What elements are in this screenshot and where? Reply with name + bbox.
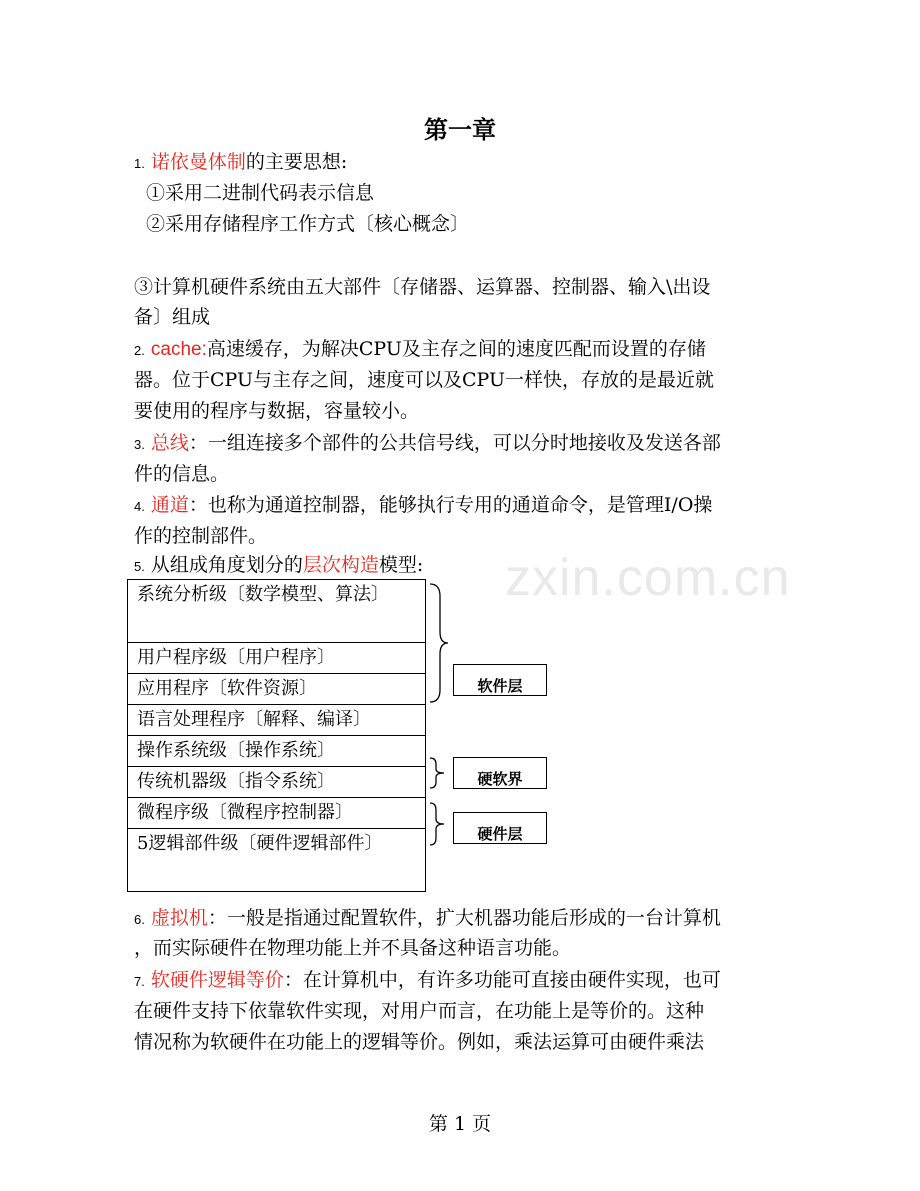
- item-2-line2: 器。位于CPU与主存之间，速度可以及CPU一样快，存放的是最近就: [134, 369, 715, 391]
- item-text: 高速缓存，为解决CPU及主存之间的速度匹配而设置的存储: [206, 338, 706, 360]
- item-7-line2: 在硬件支持下依靠软件实现，对用户而言，在功能上是等价的。这种: [134, 1000, 705, 1022]
- level-row: 应用程序〔软件资源〕: [128, 674, 425, 705]
- label-text: 硬件层: [477, 825, 523, 843]
- item-6: [134, 903, 721, 935]
- item-6-line2: ，而实际硬件在物理功能上并不具备这种语言功能。: [134, 937, 572, 959]
- level-row: 操作系统级〔操作系统〕: [128, 736, 425, 767]
- item-text: 模型:: [378, 554, 424, 576]
- item-number: 7.: [134, 974, 145, 989]
- level-row: 传统机器级〔指令系统〕: [128, 767, 425, 798]
- term-logical-equivalence: 软硬件逻辑等价: [150, 969, 284, 991]
- item-text: ：一般是指通过配置软件，扩大机器功能后形成的一台计算机: [207, 907, 721, 929]
- item-4: [134, 490, 712, 522]
- level-row: 系统分析级〔数学模型、算法〕: [128, 580, 425, 643]
- term-von-neumann: 诺依曼体制: [150, 151, 246, 173]
- item-text: 从组成角度划分的: [150, 554, 303, 576]
- item-5: [134, 550, 423, 582]
- label-text: 软件层: [477, 677, 523, 695]
- brace-interface: [428, 756, 446, 790]
- term-bus: 总线: [150, 432, 189, 454]
- sub-item-2: ②采用存储程序工作方式〔核心概念〕: [146, 213, 470, 235]
- level-row: 微程序级〔微程序控制器〕: [128, 798, 425, 829]
- term-cache: cache:: [150, 339, 207, 360]
- term-channel: 通道: [150, 494, 189, 516]
- term-virtual-machine: 虚拟机: [150, 907, 208, 929]
- item-number: 4.: [134, 499, 145, 514]
- item-text: 的主要思想:: [245, 151, 348, 173]
- item-text: ：一组连接多个部件的公共信号线，可以分时地接收及发送各部: [188, 432, 721, 454]
- brace-software: [428, 582, 450, 704]
- hierarchy-table: [127, 579, 426, 892]
- item-2-line3: 要使用的程序与数据，容量较小。: [134, 400, 420, 422]
- item-3: [134, 428, 721, 460]
- item-4-line2: 作的控制部件。: [134, 525, 268, 547]
- term-hierarchy: 层次构造: [302, 554, 379, 576]
- item-1: [134, 147, 347, 179]
- item-number: 2.: [134, 343, 145, 358]
- item-3-line2: 件的信息。: [134, 463, 230, 485]
- level-row: 5逻辑部件级〔硬件逻辑部件〕: [137, 833, 383, 854]
- sub-item-3-line2: 备〕组成: [134, 306, 211, 328]
- label-interface: [453, 757, 547, 789]
- brace-hardware: [428, 801, 446, 847]
- level-row: 语言处理程序〔解释、编译〕: [128, 705, 425, 736]
- level-row: 用户程序级〔用户程序〕: [128, 643, 425, 674]
- item-number: 1.: [134, 156, 145, 171]
- label-text: 硬软界: [477, 770, 523, 788]
- page-number: 第 1 页: [428, 1113, 492, 1135]
- item-text: ：在计算机中，有许多功能可直接由硬件实现，也可: [283, 969, 721, 991]
- item-number: 6.: [134, 912, 145, 927]
- item-7: [134, 965, 721, 997]
- watermark: zxin.com.cn: [505, 549, 791, 607]
- sub-item-1: ①采用二进制代码表示信息: [146, 182, 375, 204]
- sub-item-3-line1: ③计算机硬件系统由五大部件〔存储器、运算器、控制器、输入\出设: [134, 276, 711, 298]
- item-number: 5.: [134, 559, 145, 574]
- item-7-line3: 情况称为软硬件在功能上的逻辑等价。例如，乘法运算可由硬件乘法: [134, 1031, 705, 1053]
- item-text: ：也称为通道控制器，能够执行专用的通道命令，是管理I/O操: [188, 494, 713, 516]
- item-2: [134, 334, 706, 366]
- label-hardware-layer: [453, 812, 547, 844]
- page-title: 第一章: [424, 115, 496, 144]
- item-number: 3.: [134, 437, 145, 452]
- label-software-layer: [453, 664, 547, 696]
